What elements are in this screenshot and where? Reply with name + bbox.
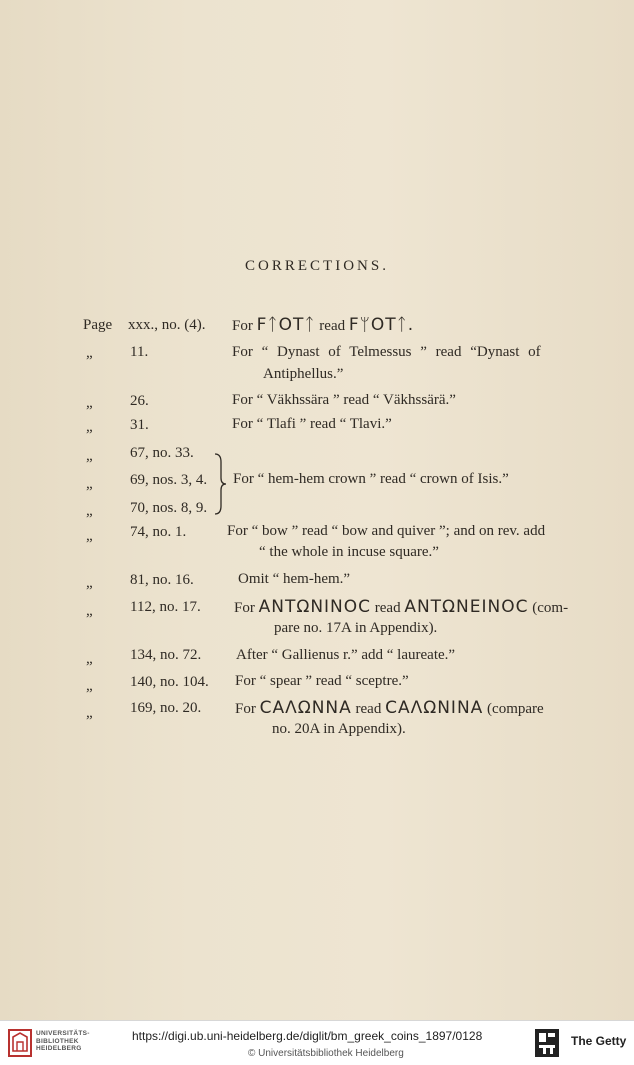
entry-ref: 69, nos. 3, 4.: [130, 472, 208, 488]
ditto-mark: „: [86, 575, 93, 591]
for-label: For: [234, 600, 255, 616]
curly-brace-icon: [213, 452, 227, 516]
entry-ref: 70, nos. 8, 9.: [130, 500, 208, 516]
institution-line: UNIVERSITÄTS-: [36, 1030, 90, 1037]
ditto-mark: „: [86, 603, 93, 619]
institution-line: HEIDELBERG: [36, 1045, 82, 1052]
read-label: read: [355, 701, 382, 717]
ditto-mark: „: [86, 678, 93, 694]
entry-ref: 67, no. 33.: [130, 445, 194, 461]
entry-correction: For “ spear ” read “ sceptre.”: [235, 673, 409, 689]
compare-note: (com-: [532, 600, 569, 616]
institution-name: [36, 1030, 90, 1053]
greek-corrected: FᛘOTᛏ.: [348, 315, 415, 335]
compare-note: (compare: [487, 701, 544, 717]
entry-ref: xxx., no. (4).: [128, 317, 206, 333]
ditto-mark: „: [86, 503, 93, 519]
read-label: read: [374, 600, 401, 616]
entry-ref: 169, no. 20.: [130, 700, 202, 716]
entry-correction: For “ hem-hem crown ” read “ crown of Isis.”: [233, 471, 509, 487]
greek-original: FᛏOTᛏ: [256, 315, 316, 335]
entry-correction: [234, 597, 568, 617]
ditto-mark: „: [86, 395, 93, 411]
ditto-mark: „: [86, 528, 93, 544]
entry-ref: 26.: [130, 393, 149, 409]
heidelberg-library-logo-icon[interactable]: [8, 1029, 32, 1057]
partner-name[interactable]: The Getty: [571, 1034, 627, 1048]
entry-ref: 81, no. 16.: [130, 572, 194, 588]
ditto-mark: „: [86, 419, 93, 435]
getty-logo-icon[interactable]: [534, 1028, 560, 1058]
entry-ref: 31.: [130, 417, 149, 433]
entry-correction-cont: “ the whole in incuse square.”: [259, 544, 439, 560]
entry-correction: Omit “ hem-hem.”: [238, 571, 351, 587]
ditto-mark: „: [86, 651, 93, 667]
ditto-mark: „: [86, 448, 93, 464]
entry-correction-cont: no. 20A in Appendix).: [272, 721, 406, 737]
entry-correction: For “ Dynast of Telmessus ” read “Dynast of: [232, 344, 541, 360]
for-label: For: [235, 701, 256, 717]
read-label: read: [319, 318, 346, 334]
entry-correction: After “ Gallienus r.” add “ laureate.”: [236, 647, 456, 663]
greek-original: CAΛΩNNA: [259, 698, 352, 718]
permalink-url[interactable]: https://digi.ub.uni-heidelberg.de/diglit/bm_greek_coins_1897/0128: [132, 1029, 483, 1043]
greek-corrected: CAΛΩNINA: [385, 698, 484, 718]
entry-ref: 112, no. 17.: [130, 599, 201, 615]
entry-correction: [232, 315, 414, 335]
for-label: For: [232, 318, 253, 334]
entry-ref: 140, no. 104.: [130, 674, 209, 690]
entry-ref: 11.: [130, 344, 149, 360]
entry-ref: 134, no. 72.: [130, 647, 202, 663]
entry-correction-cont: Antiphellus.”: [263, 366, 344, 382]
entry-correction: For “ Väkhssära ” read “ Väkhssärä.”: [232, 392, 456, 408]
ditto-mark: „: [86, 476, 93, 492]
institution-line: BIBLIOTHEK: [36, 1037, 79, 1045]
viewer-footer: [0, 1020, 634, 1065]
page-title: CORRECTIONS.: [245, 258, 389, 274]
entry-correction-cont: pare no. 17A in Appendix).: [274, 620, 438, 636]
ditto-mark: „: [86, 345, 93, 361]
copyright-notice: © Universitätsbibliothek Heidelberg: [248, 1048, 404, 1059]
entry-page-label: Page: [83, 317, 113, 333]
greek-original: ANTΩNINOC: [258, 597, 372, 617]
greek-corrected: ANTΩNEINOC: [404, 597, 529, 617]
entry-ref: 74, no. 1.: [130, 524, 187, 540]
entry-correction: For “ Tlafi ” read “ Tlavi.”: [232, 416, 392, 432]
entry-correction: [235, 698, 544, 718]
ditto-mark: „: [86, 705, 93, 721]
entry-correction: For “ bow ” read “ bow and quiver ”; and on rev. add: [227, 523, 546, 539]
